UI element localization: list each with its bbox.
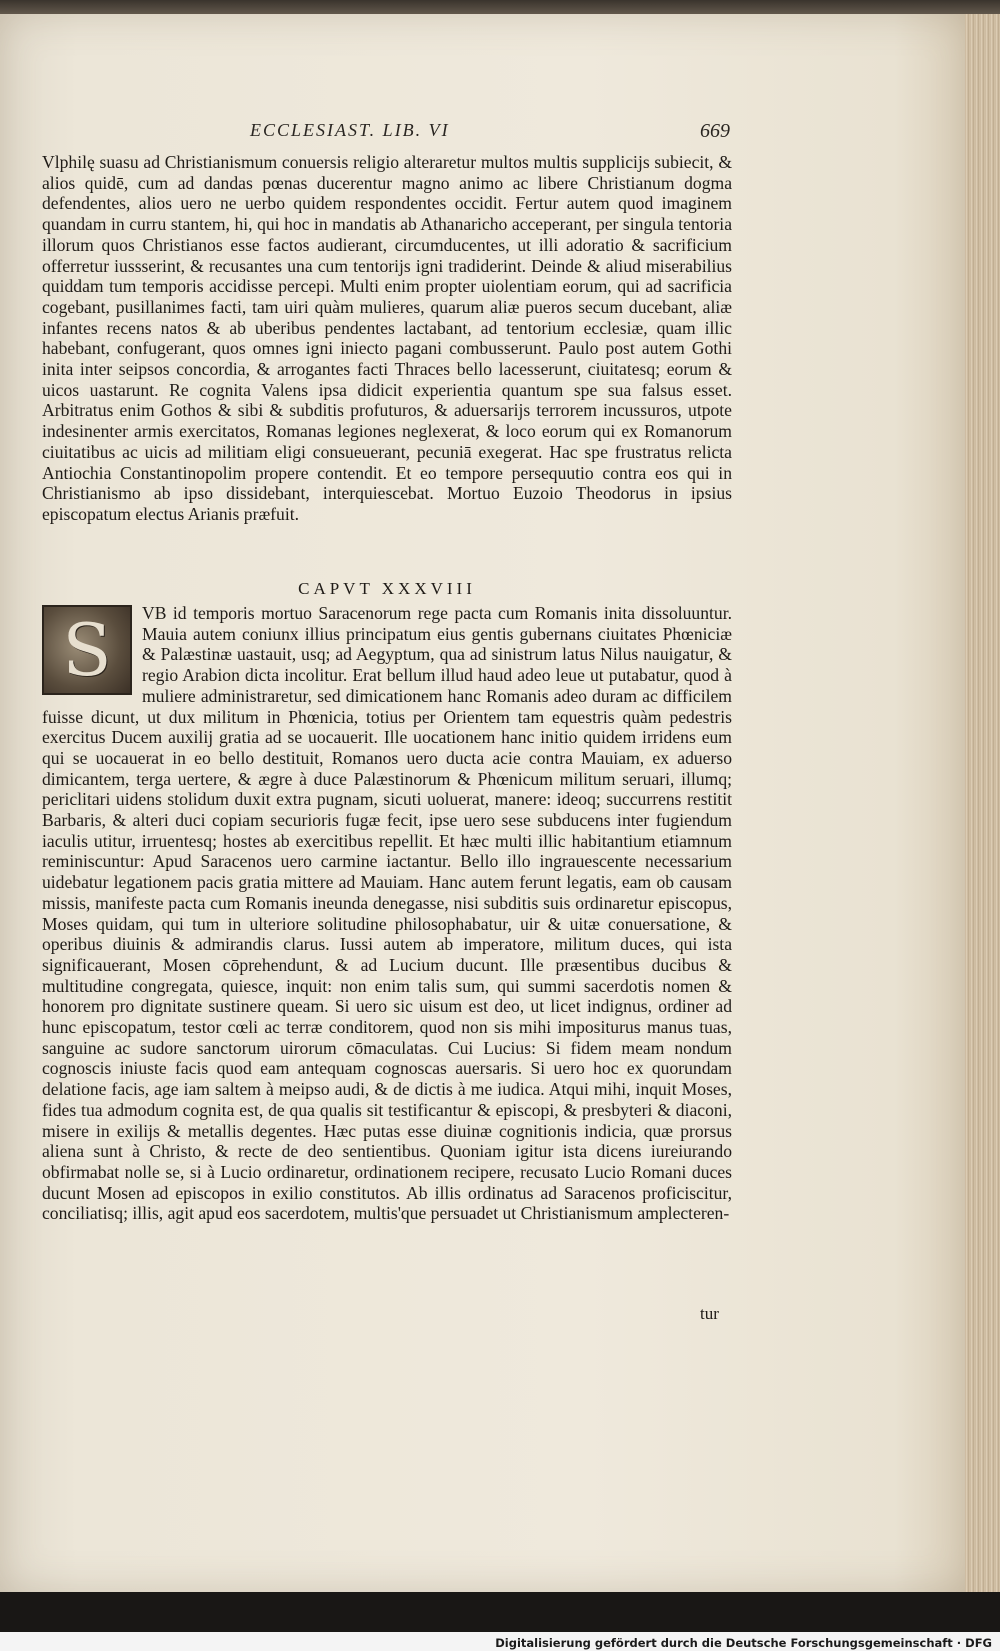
page-edges	[965, 14, 1000, 1592]
chapter-text: VB id temporis mortuo Saracenorum rege pacta cum Romanis inita dissoluuntur. Mauia autem coniunx illius principatum eius gentis gubernans ciuitates Phœniciæ & Palæstinæ uastauit, usq; ad Aegyptum, qua ad sinistrum latus Nilus nauigatur, & regio Arabion dicta incolitur. Erat bellum illud haud adeo leue ut putabatur, quod à muliere administraretur, sed dimicationem hanc Romanis adeo duram ac difficilem fuisse dicunt, ut dux militum in Phœnicia, totius per Orientem tam equestris quàm pedestris exercitus Ducem auxilij gratia ad se uocauerit. Ille uocationem hanc initio quidem irridens eum qui se uocauerat in eo bello destituit, Romanos uero ducta acie contra Mauiam, ex aduerso dimicantem, terga uertere, & ægre à duce Palæstinorum & Phœnicum militum seruari, illumq; periclitari uidens stolidum duxit extra pugnam, sicuti uoluerat, manere: ideoq; succurrens restitit Barbaris, & alteri duci copiam securioris fugæ fecit, ipse uero sese subducens inter fugiendum iaculis utitur, irruentesq; hostes ab exercitibus repellit. Et hæc multi illic habitantium etiamnum reminiscuntur: Apud Saracenos uero carmine iactantur. Bello illo ingrauescente necessarium uidebatur legationem pacis gratia mittere ad Mauiam. Hanc autem ferunt legatis, eam ob causam missis, manifeste pacta cum Romanis ineunda denegasse, nisi subditis suis ordinaretur episcopus, Moses quidam, qui tum in ulteriore solitudine philosophabatur, uir & uitæ conuersatione, & operibus diuinis & admirandis clarus. Iussi autem ab imperatore, militum duces, qui ista significauerant, Mosen cōprehendunt, & ad Lucium ducunt. Ille præsentibus ducibus & multitudine congregata, quiesce, inquit: non enim talis sum, qui summi sacerdotis nomen & honorem pro dignitate sustinere queam. Si uero sic uisum est deo, ut licet indignus, ordiner ad hunc episcopatum, testor cœli ac terræ conditorem, quod non sis mihi impositurus manus tuas, sanguine ac sudore sanctorum uirorum cōmaculatas. Cui Lucius: Si fidem meam nondum cognoscis iniuste facis quod eam antequam cognoscas auersaris. Si uero hoc ex quorundam delatione facis, age iam saltem à meipso audi, & de dictis à me iudica. Atqui mihi, inquit Moses, fides tua admodum cognita est, de qua qualis sit testificantur & episcopi, & presbyteri & diaconi, misere in exilijs & metallis degentes. Hæc putas esse diuinæ cognitionis indicia, quæ prorsus aliena sunt à Christo, & recte de deo sentientibus. Quoniam igitur ista dicens iureiurando obfirmabat nolle se, si à Lucio ordinaretur, ordinationem recipere, recusato Lucio Romani duces ducunt Mosen ad episcopos in exilio constitutos. Ab illis ordinatus ad Saracenos proficiscitur, conciliatisq; illis, agit apud eos sacerdotem, multis'que persuadet ut Christianismum amplecteren-	[42, 603, 732, 1224]
body-paragraph: Vlphilę suasu ad Christianismum conuersis religio alteraretur multos multis supplicijs subiecit, & alios quidē, cum ad dandas pœnas ducerentur magno animo ac libere Christianum dogma defendentes, alios uero ne uerbo quidem respondentes occidit. Fertur autem quod imaginem quandam in curru stantem, hi, qui hoc in mandatis ab Athanaricho acceperant, per singula tentoria illorum quos Christianos esse factos audierant, circumducentes, ut illi adoratio & sacrificium offerretur iussserint, & recusantes una cum tentorijs igni tradiderint. Deinde & aliud miserabilius quiddam tum temporis accidisse percepi. Multi enim propter uiolentiam eorum, qui ad sacrificia cogebant, pusillanimes facti, tam uiri quàm mulieres, quarum aliæ pueros secum ducebant, aliæ infantes recens natos & ab uberibus pendentes lactabant, ad tentorium ecclesiæ, quam illic habebant, confugerant, quos omnes igni iniecto pagani combusserunt. Paulo post autem Gothi inita inter seipsos concordia, & arrogantes facti Thraces bello lacesserunt, ciuitatesq; eorum & uicos uastarunt. Re cognita Valens ipsa didicit experientia quantum spe sua falsus esset. Arbitratus enim Gothos & sibi & subditis profuturos, & aduersarijs terrorem incussuros, utpote indesinenter armis exercitatos, Romanas legiones neglexerat, & loco eorum qui ex Romanorum ciuitatibus ac uicis ad militiam eligi consueuerant, pecuniā exegerat. Hac spe frustratus relicta Antiochia Constantinopolim propere contendit. Et eo tempore persequutio contra eos qui in Christianismo ab ipso dissidebant, interquiescebat. Mortuo Euzoio Theodorus in ipsius episcopatum electus Arianis præfuit.	[42, 152, 732, 524]
scan-bottom-border	[0, 1592, 1000, 1632]
running-title: ECCLESIAST. LIB. VI	[250, 120, 450, 140]
chapter-heading: CAPVT XXXVIII	[298, 579, 476, 598]
digitization-credit: Digitalisierung gefördert durch die Deutsche Forschungsgemeinschaft · DFG	[495, 1636, 992, 1650]
initial-letter: S	[62, 608, 112, 692]
chapter-body	[42, 603, 732, 1224]
decorated-initial	[42, 605, 132, 695]
page-number: 669	[700, 120, 730, 142]
catchword: tur	[700, 1304, 719, 1323]
running-header	[120, 120, 730, 144]
